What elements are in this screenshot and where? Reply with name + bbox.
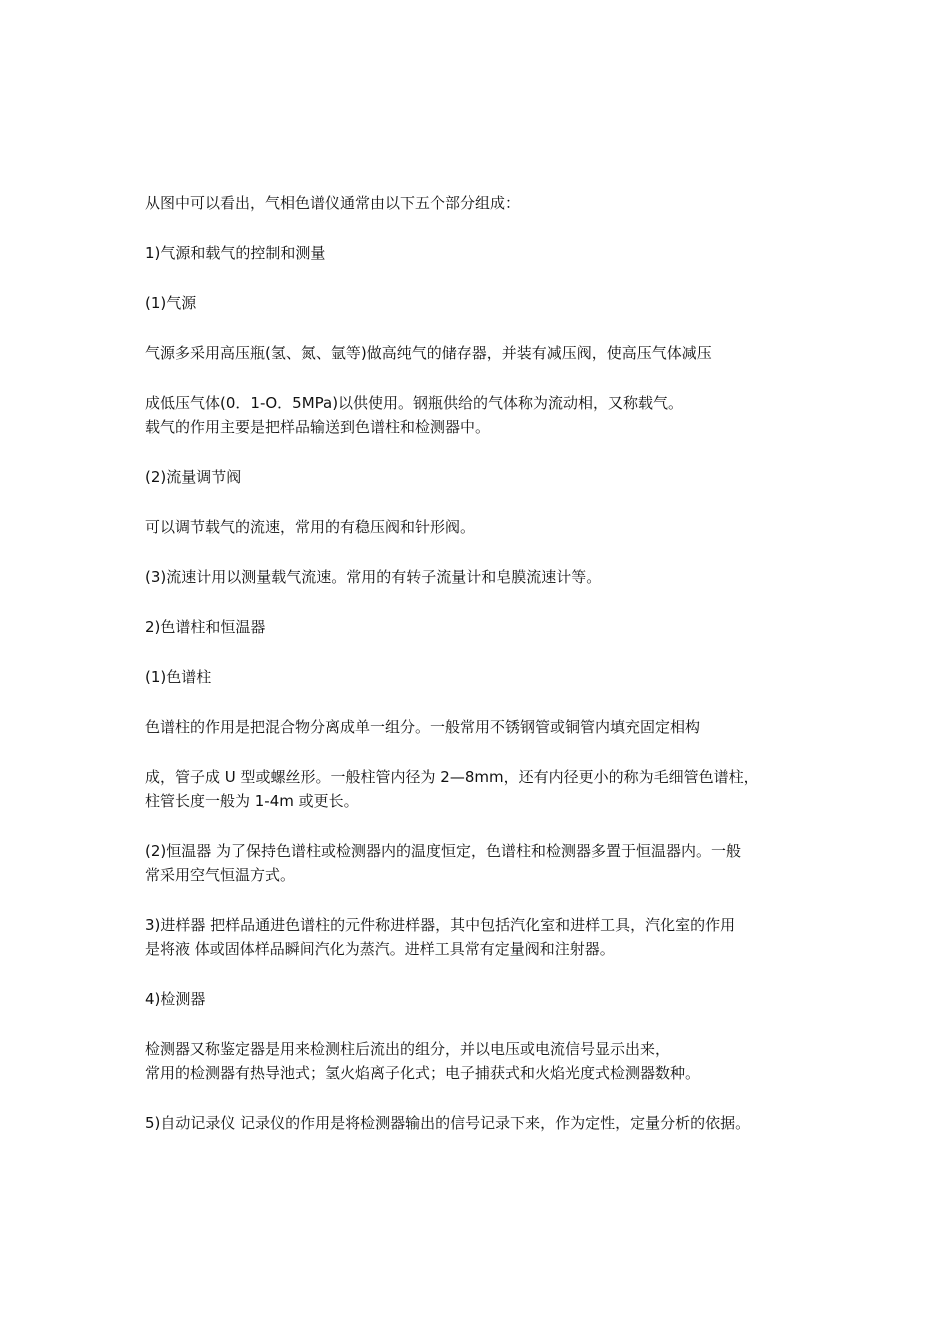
intro-text: 从图中可以看出，气相色谱仪通常由以下五个部分组成：	[145, 194, 521, 212]
paragraph-gas-source-line-1: 气源多采用高压瓶(氢、氮、氩等)做高纯气的储存器，并装有减压阀，使高压气体减压	[145, 344, 712, 362]
paragraph-column-line-2: 成，管子成 U 型或螺丝形。一般柱管内径为 2—8mm，还有内径更小的称为毛细管色谱柱，	[145, 768, 759, 786]
subheading-column: (1)色谱柱	[145, 668, 212, 686]
section-heading-gas-source: 1)气源和载气的控制和测量	[145, 244, 326, 262]
paragraph-flow-valve: 可以调节载气的流速，常用的有稳压阀和针形阀。	[145, 518, 476, 536]
paragraph-column-line-3: 柱管长度一般为 1-4m 或更长。	[145, 792, 359, 810]
paragraph-flowmeter: (3)流速计用以测量载气流速。常用的有转子流量计和皂膜流速计等。	[145, 568, 602, 586]
paragraph-detector-line-2: 常用的检测器有热导池式；氢火焰离子化式；电子捕获式和火焰光度式检测器数种。	[145, 1064, 701, 1082]
paragraph-column-line-1: 色谱柱的作用是把混合物分离成单一组分。一般常用不锈钢管或铜管内填充固定相构	[145, 718, 701, 736]
section-heading-column: 2)色谱柱和恒温器	[145, 618, 266, 636]
paragraph-injector-line-2: 是将液 体或固体样品瞬间汽化为蒸汽。进样工具常有定量阀和注射器。	[145, 940, 615, 958]
paragraph-injector-line-1: 3)进样器 把样品通进色谱柱的元件称进样器，其中包括汽化室和进样工具，汽化室的作用	[145, 916, 736, 934]
paragraph-gas-source-line-3: 载气的作用主要是把样品输送到色谱柱和检测器中。	[145, 418, 491, 436]
paragraph-recorder: 5)自动记录仪 记录仪的作用是将检测器输出的信号记录下来，作为定性，定量分析的依据。	[145, 1114, 751, 1132]
paragraph-thermostat-line-2: 常采用空气恒温方式。	[145, 866, 296, 884]
section-heading-detector: 4)检测器	[145, 990, 206, 1008]
paragraph-gas-source-line-2: 成低压气体(0．1-O．5MPa)以供使用。钢瓶供给的气体称为流动相，又称载气。	[145, 394, 684, 412]
subheading-flow-valve: (2)流量调节阀	[145, 468, 242, 486]
subheading-gas-source: (1)气源	[145, 294, 197, 312]
paragraph-detector-line-1: 检测器又称鉴定器是用来检测柱后流出的组分，并以电压或电流信号显示出来，	[145, 1040, 671, 1058]
paragraph-thermostat-line-1: (2)恒温器 为了保持色谱柱或检测器内的温度恒定，色谱柱和检测器多置于恒温器内。一般	[145, 842, 742, 860]
